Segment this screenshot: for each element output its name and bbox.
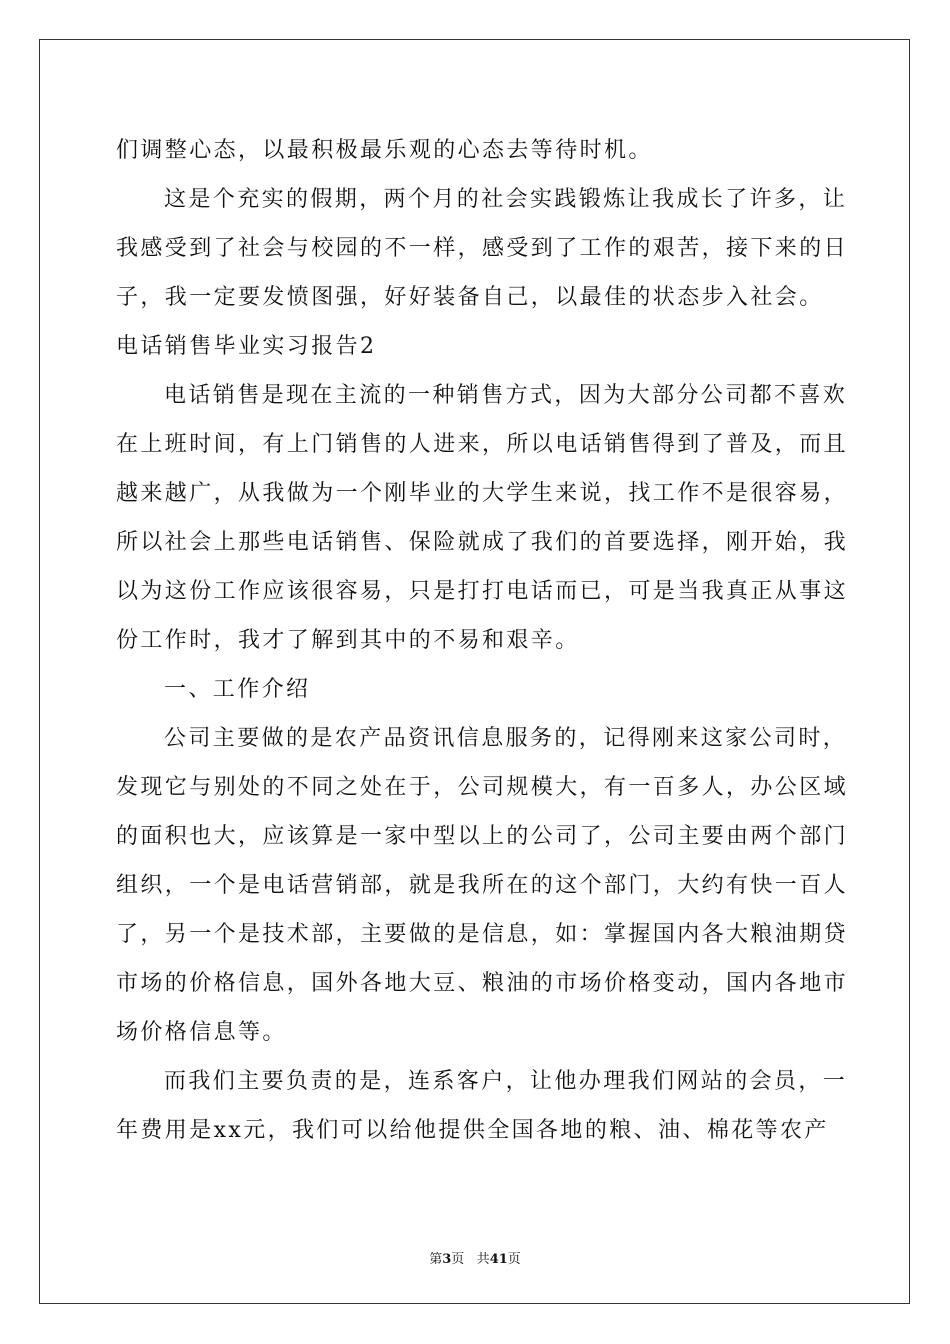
page-current: 3	[442, 1252, 452, 1267]
paragraph-line: 公司主要做的是农产品资讯信息服务的，记得刚来这家公司时，	[164, 726, 848, 751]
total-suffix: 页	[507, 1252, 521, 1267]
paragraph-line: 而我们主要负责的是，连系客户，让他办理我们网站的会员，一	[164, 1069, 848, 1094]
document-body	[116, 126, 849, 1155]
paragraph-line: 子，我一定要发愤图强，好好装备自己，以最佳的状态步入社会。	[116, 285, 824, 310]
page-prefix: 第	[429, 1252, 443, 1267]
paragraph-line: 年费用是xx元，我们可以给他提供全国各地的粮、油、棉花等农产	[116, 1118, 829, 1143]
page-total: 41	[489, 1252, 508, 1267]
paragraph-line: 发现它与别处的不同之处在于，公司规模大，有一百多人，办公区域	[116, 775, 849, 800]
paragraph-line: 们调整心态，以最积极最乐观的心态去等待时机。	[116, 138, 653, 163]
paragraph-line: 市场的价格信息，国外各地大豆、粮油的市场价格变动，国内各地市	[116, 971, 849, 996]
paragraph-line: 以为这份工作应该很容易，只是打打电话而已，可是当我真正从事这	[116, 579, 849, 604]
paragraph-line: 电话销售是现在主流的一种销售方式，因为大部分公司都不喜欢	[164, 383, 848, 408]
paragraph-line: 份工作时，我才了解到其中的不易和艰辛。	[116, 628, 580, 653]
paragraph-line: 越来越广，从我做为一个刚毕业的大学生来说，找工作不是很容易，	[116, 481, 849, 506]
paragraph-line: 了，另一个是技术部，主要做的是信息，如：掌握国内各大粮油期贷	[116, 922, 849, 947]
paragraph-line: 的面积也大，应该算是一家中型以上的公司了，公司主要由两个部门	[116, 824, 849, 849]
paragraph-line: 场价格信息等。	[116, 1020, 287, 1045]
paragraph-line: 组织，一个是电话营销部，就是我所在的这个部门，大约有快一百人	[116, 873, 849, 898]
section-heading: 电话销售毕业实习报告2	[116, 334, 377, 359]
paragraph-line: 这是个充实的假期，两个月的社会实践锻炼让我成长了许多，让	[164, 187, 848, 212]
paragraph-line: 我感受到了社会与校园的不一样，感受到了工作的艰苦，接下来的日	[116, 236, 849, 261]
page-footer	[0, 1248, 950, 1267]
total-prefix: 共	[476, 1252, 490, 1267]
subsection-heading: 一、工作介绍	[164, 677, 311, 702]
page-suffix: 页	[451, 1252, 465, 1267]
paragraph-line: 所以社会上那些电话销售、保险就成了我们的首要选择，刚开始，我	[116, 530, 849, 555]
paragraph-line: 在上班时间，有上门销售的人进来，所以电话销售得到了普及，而且	[116, 432, 849, 457]
